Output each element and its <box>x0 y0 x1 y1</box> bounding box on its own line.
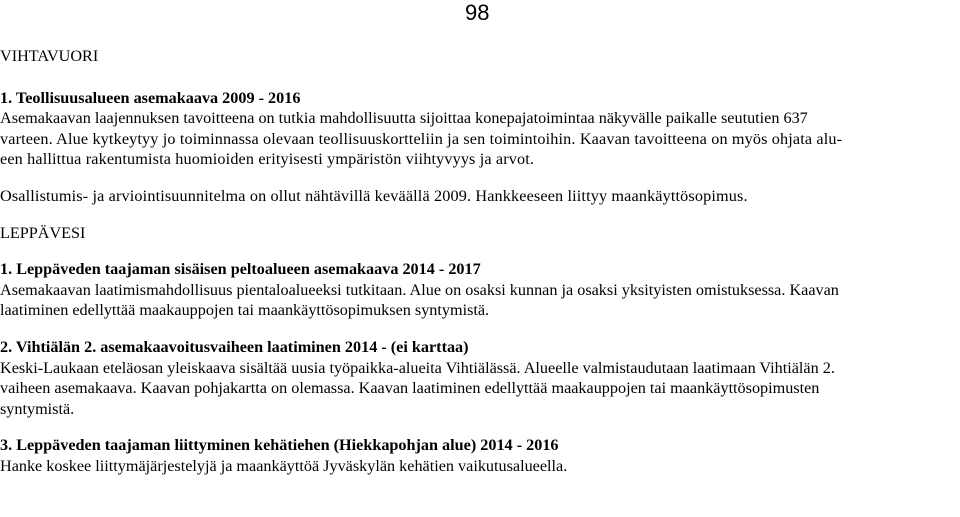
section-heading-leppavesi: LEPPÄVESI <box>0 223 86 242</box>
item-title: 1. Teollisuusalueen asemakaava 2009 - 2016 <box>0 88 301 107</box>
paragraph-line: varteen. Alue kytkeytyy jo toiminnassa olevaan teollisuuskortteliin ja sen toimintoihin. Kaavan tavoitteena on myös ohjata alu- <box>0 129 843 148</box>
paragraph-note: Osallistumis- ja arviointisuunnitelma on ollut nähtävillä keväällä 2009. Hankkeeseen liittyy maankäyttösopimus. <box>0 186 748 205</box>
paragraph-line: syntymistä. <box>0 399 75 418</box>
paragraph-line: Hanke koskee liittymäjärjestelyjä ja maankäyttöä Jyväskylän kehätien vaikutusalueella. <box>0 456 568 475</box>
paragraph-line: Asemakaavan laatimismahdollisuus pientaloalueeksi tutkitaan. Alue on osaksi kunnan ja osaksi yksityisten omistuksessa. Kaavan <box>0 280 839 299</box>
paragraph-line: Asemakaavan laajennuksen tavoitteena on tutkia mahdollisuutta sijoittaa konepajatoimintaa näkyvälle paikalle seututien 637 <box>0 109 808 128</box>
page-number: 98 <box>465 0 490 25</box>
item-title: 2. Vihtiälän 2. asemakaavoitusvaiheen laatiminen 2014 - (ei karttaa) <box>0 337 469 356</box>
paragraph-line: Keski-Laukaan eteläosan yleiskaava sisältää uusia työpaikka-alueita Vihtiälässä. Alueelle valmistaudutaan laatimaan Vihtiälän 2. <box>0 358 835 377</box>
paragraph-line: vaiheen asemakaava. Kaavan pohjakartta on olemassa. Kaavan laatiminen edellyttää maakauppojen tai maankäyttösopimusten <box>0 379 820 398</box>
paragraph-line: laatiminen edellyttää maakauppojen tai maankäyttösopimuksen syntymistä. <box>0 301 490 320</box>
item-title: 1. Leppäveden taajaman sisäisen peltoalueen asemakaava 2014 - 2017 <box>0 260 481 279</box>
item-title: 3. Leppäveden taajaman liittyminen kehätiehen (Hiekkapohjan alue) 2014 - 2016 <box>0 436 559 455</box>
document-body <box>0 46 958 477</box>
section-heading-vihtavuori: VIHTAVUORI <box>0 47 99 65</box>
paragraph-line: een hallittua rakentumista huomioiden erityisesti ympäristön viihtyvyys ja arvot. <box>0 150 535 169</box>
